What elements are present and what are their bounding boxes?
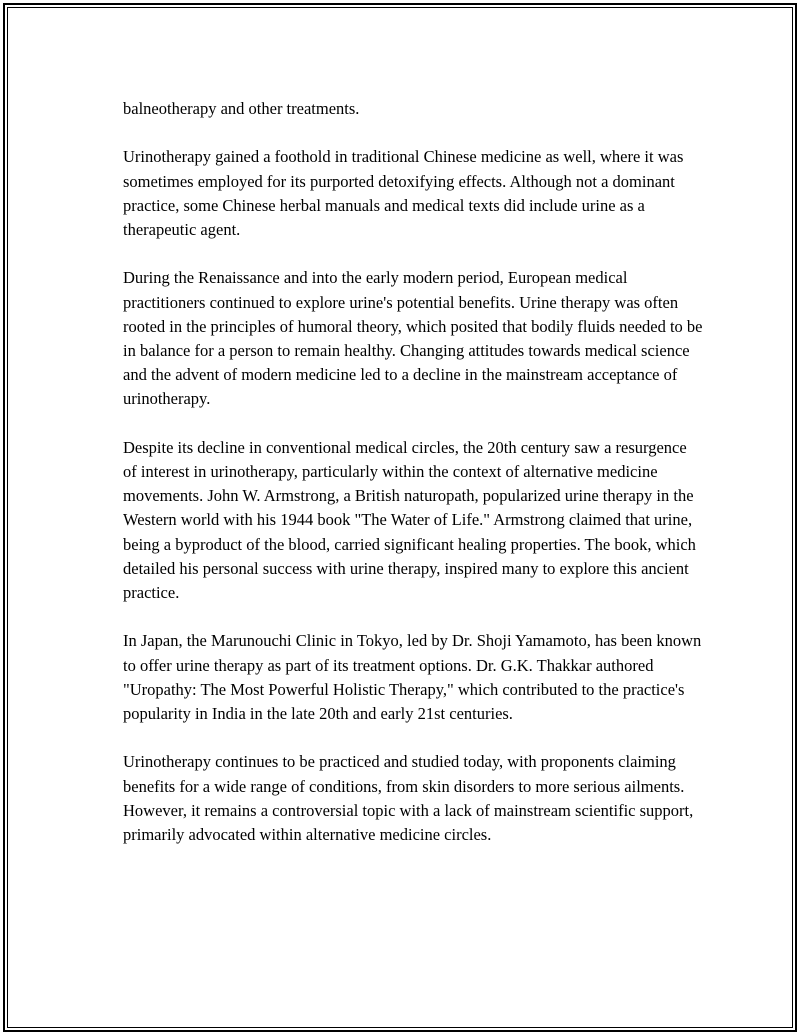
page-border bbox=[3, 3, 797, 1032]
document-body bbox=[123, 97, 703, 871]
paragraph: Despite its decline in conventional medical circles, the 20th century saw a resurgence of interest in urinotherapy, particularly within the context of alternative medicine movements. John W. Armstrong, a British naturopath, popularized urine therapy in the Western world with his 1944 book "The Water of Life." Armstrong claimed that urine, being a byproduct of the blood, carried significant healing properties. The book, which detailed his personal success with urine therapy, inspired many to explore this ancient practice. bbox=[123, 437, 696, 603]
paragraph: In Japan, the Marunouchi Clinic in Tokyo, led by Dr. Shoji Yamamoto, has been known to offer urine therapy as part of its treatment options. Dr. G.K. Thakkar authored "Uropathy: The Most Powerful Holistic Therapy," which contributed to the practice's popularity in India in the late 20th and early 21st centuries. bbox=[123, 631, 702, 724]
paragraph: During the Renaissance and into the early modern period, European medical practitioners continued to explore urine's potential benefits. Urine therapy was often rooted in the principles of humoral theory, which posited that bodily fluids needed to be in balance for a person to remain healthy. Changing attitudes towards medical science and the advent of modern medicine led to a decline in the mainstream acceptance of urinotherapy. bbox=[123, 268, 703, 409]
paragraph: balneotherapy and other treatments. bbox=[123, 99, 360, 118]
paragraph: Urinotherapy continues to be practiced and studied today, with proponents claiming benefits for a wide range of conditions, from skin disorders to more serious ailments. However, it remains a controversial topic with a lack of mainstream scientific support, primarily advocated within alternative medicine circles. bbox=[123, 752, 694, 845]
paragraph: Urinotherapy gained a foothold in traditional Chinese medicine as well, where it was sometimes employed for its purported detoxifying effects. Although not a dominant practice, some Chinese herbal manuals and medical texts did include urine as a therapeutic agent. bbox=[123, 147, 684, 239]
